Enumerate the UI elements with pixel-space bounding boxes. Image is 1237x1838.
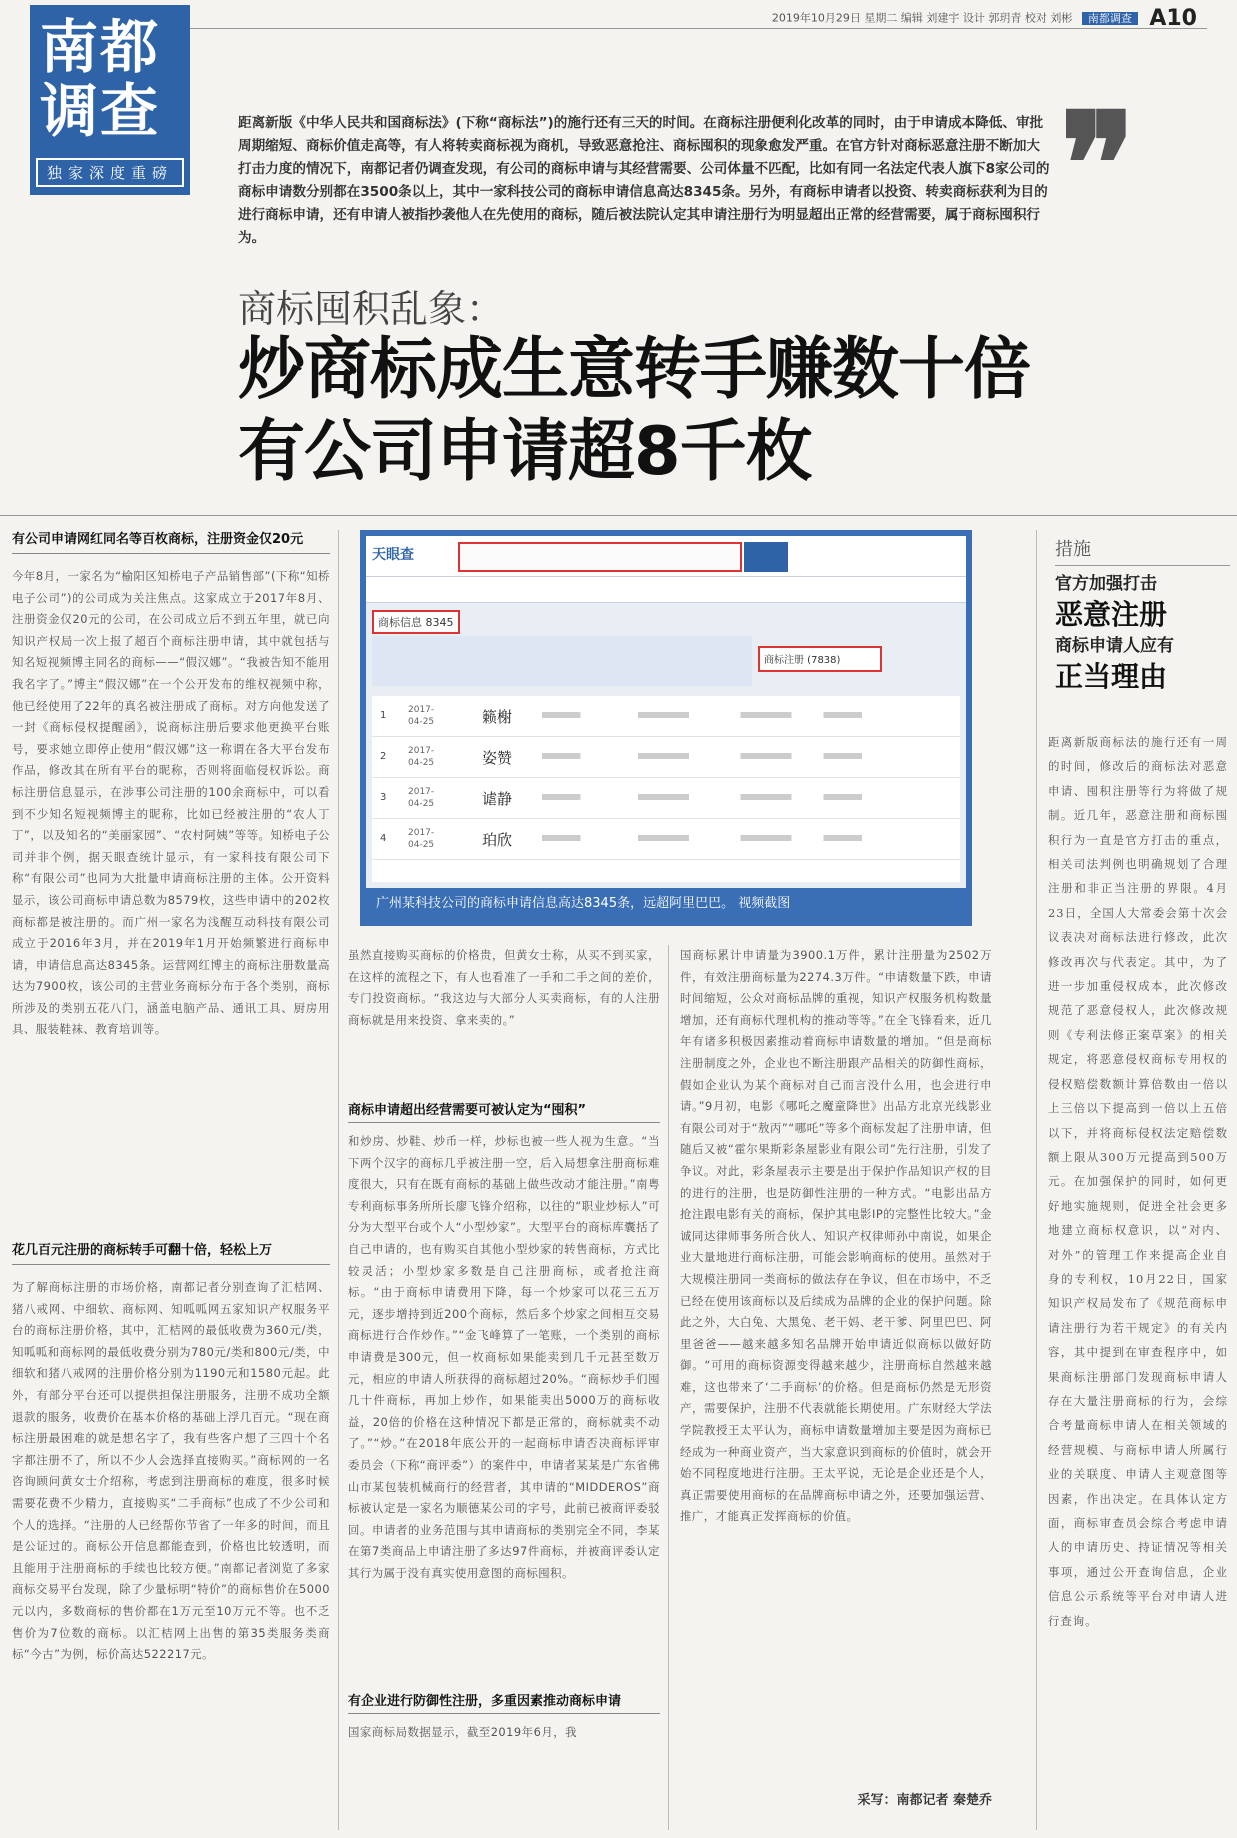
column-2-body-2: 和炒房、炒鞋、炒币一样，炒标也被一些人视为生意。“当下两个汉字的商标几乎被注册一空，后入局想拿注册商标难度很大，只有在既有商标的基础上做些改动才能注册。”南粤专利商标事务所所长廖飞锋介绍称，以往的“职业炒标人”可分为大型平台或个人“小型炒家”。大型平台的商标库囊括了自己申请的，也有购买自其他小型炒家的转售商标，方式比较灵活；小型炒家多数是自己注册商标，或者抢注商标。“由于商标申请费用下降，每一个炒家可以花三五万元，逐步增持到近200个商标，然后多个炒家之间相互交易商标进行合作炒作。”“金飞峰算了一笔账，一个类别的商标申请费是300元，但一枚商标如果能卖到几千元甚至数万元，相应的申请人所获得的商标超过20%。“商标炒手们囤几十件商标，再加上炒作，如果能卖出5000万的商标收益，20倍的价格在这种情况下都是正常的，商标就卖不动了。”“炒。”在2018年底公开的一起商标申请否决商标评审委员会（下称“商评委”）的案件中，申请者某某是广东省佛山市某包装机械商行的经营者，其申请的“MIDDEROS”商标被认定是一家名为顺德某公司的字号，此前已被商评委驳回。申请者的业务范围与其申请商标的类别完全不同，李某在第7类商品上申请注册了多达97件商标，并被商评委认定其行为属于没有真实使用意图的商标囤积。 xyxy=(348,1134,660,1580)
column-2 xyxy=(348,945,660,1746)
column-1-body: 今年8月，一家名为“榆阳区知桥电子产品销售部”(下称“知桥电子公司”)的公司成为关注焦点。这家成立于2017年8月、注册资金仅20元的公司，在公司成立后不到五年里，就已向知识产权局一次上报了超百个商标注册申请，其中就包括与知名短视频博主同名的商标——“假汉娜”。“我被告知不能用我名字了。”博主“假汉娜”在一个公开发布的维权视频中称，他已经使用了22年的真名被注册成了商标。对方向他发送了一封《商标侵权提醒函》，说商标注册后要求他更换平台账号，要求她立即停止使用“假汉娜”这一称谓在各大平台发布作品，修改其在所有平台的昵称，否则将面临侵权诉讼。商标注册信息显示，在涉事公司注册的100余商标中，可以看到不少知名短视频博主的昵称，比如已经被注册的“农人丁丁”，以及知名的“美丽家园”、“农村阿姨”等等。知桥电子公司并非个例，据天眼查统计显示，有一家科技有限公司下称“有限公司”也同为大批量申请商标注册的主体。公开资料显示，该公司商标申请总数为8579枚，这些申请中的202枚商标都是被注册的。而广州一家名为浅醒互动科技有限公司成立于2016年3月，并在2019年1月开始频繁进行商标申请，申请信息高达8345条。运营网红博主的商标注册数量高达为7900枚，该公司的主营业务商标分布于各个类别，商标所涉及的类别五花八门，涵盖电脑产品、通讯工具、厨房用具、服装鞋袜、教育培训等。 xyxy=(12,569,330,1037)
row-trademark-name: 谑静 xyxy=(482,790,513,808)
kicker: 商标囤积乱象： xyxy=(238,287,505,331)
row-details xyxy=(542,794,862,800)
column-1-title: 有公司申请网红同名等百枚商标，注册资金仅20元 xyxy=(12,530,330,554)
table-row xyxy=(372,778,960,819)
row-details xyxy=(542,712,862,718)
figure-topbar xyxy=(366,536,966,577)
figure-search-button xyxy=(744,542,788,572)
section-tag: 南都调查 xyxy=(1082,12,1138,25)
figure-count-label: 商标信息 8345 xyxy=(372,610,460,634)
row-number: 4 xyxy=(380,833,387,844)
figure-caption: 广州某科技公司的商标申请信息高达8345条，远超阿里巴巴。 视频截图 xyxy=(366,888,966,920)
date-line: 2019年10月29日 星期二 编辑 刘建宇 设计 郭玥青 校对 刘彬 xyxy=(771,11,1073,25)
sidebar-label: 措施 xyxy=(1055,535,1230,566)
quote-mark-icon: ❞ xyxy=(1060,83,1136,247)
headline xyxy=(238,328,1030,492)
page-number: A10 xyxy=(1149,6,1197,31)
figure-filter-label: 商标注册 (7838) xyxy=(764,655,841,666)
lead-paragraph: 距离新版《中华人民共和国商标法》(下称“商标法”)的施行还有三天的时间。在商标注册便利化改革的同时，由于申请成本降低、审批周期缩短、商标价值走高等，有人将转卖商标视为商机，导致恶意抢注、商标囤积的现象愈发严重。在官方针对商标恶意注册不断加大打击力度的情况下，南都记者仍调查发现，有公司的商标申请与其经营需要、公司体量不匹配，比如有同一名法定代表人旗下8家公司的商标申请数分别都在3500条以上，其中一家科技公司的商标申请信息高达8345条。另外，有商标申请者以投资、转卖商标获利为目的进行商标申请，还有申请人被指抄袭他人在先使用的商标，随后被法院认定其申请注册行为明显超出正常的经营需要，属于商标囤积行为。 xyxy=(238,115,1050,246)
headline-line-2: 有公司申请超8千枚 xyxy=(238,412,812,490)
sidebar-heading-2b: 正当理由 xyxy=(1055,660,1168,693)
figure-tabs xyxy=(366,577,966,603)
row-date: 2017-04-25 xyxy=(408,828,435,850)
figure-search-box xyxy=(458,542,742,572)
masthead xyxy=(30,5,190,195)
column-1b-title: 花几百元注册的商标转手可翻十倍，轻松上万 xyxy=(12,1241,330,1265)
masthead-title: 南都调查 xyxy=(40,13,161,145)
row-trademark-name: 姿赞 xyxy=(482,749,513,767)
column-divider xyxy=(668,945,669,1830)
row-details xyxy=(542,835,862,841)
row-date: 2017-04-25 xyxy=(408,746,435,768)
sidebar-body: 距离新版商标法的施行还有一周的时间，修改后的商标法对恶意申请、囤积注册等行为将做了规制。近几年，恶意注册和商标囤积行为一直是官方打击的重点，相关司法判例也明确规划了合理注册和非正当注册的界限。4月23日，全国人大常委会第十次会议表决对商标法进行修改，此次修改再次与代表定。其中，为了进一步加重侵权成本，此次修改规范了恶意侵权人，此次修改规则《专利法修正案草案》的相关规定，将恶意侵权商标专用权的侵权赔偿数额计算倍数由一倍以上三倍以下提高到一倍以上五倍以下，并将商标侵权法定赔偿数额上限从300万元提高到500万元。在加强保护的同时，如何更好地实施规则，促进全社会更多地建立商标权意识，以“对内、对外”的管理工作来提高企业自身的专利权，10月22日，国家知识产权局发布了《规范商标申请注册行为若干规定》的有关内容，其中提到在审查程序中，如果商标注册部门发现商标申请人存在大量注册商标的行为，会综合考量商标申请人在相关领域的经营规模、与商标申请人所属行业的关联度、申请人主观意图等因素，作出决定。在具体认定方面，商标审查员会综合考虑申请人的申请历史、持证情况等相关事项，通过公开查询信息，企业信息公示系统等平台对申请人进行查询。 xyxy=(1048,735,1228,1628)
row-date: 2017-04-25 xyxy=(408,787,435,809)
row-number: 3 xyxy=(380,792,387,803)
row-trademark-name: 珀欣 xyxy=(482,831,513,849)
row-trademark-name: 籁榭 xyxy=(482,708,513,726)
section-rule xyxy=(0,515,1237,516)
column-2-body-1: 虽然直接购买商标的价格贵，但黄女士称，从买不到买家，在这样的流程之下，有人也看准了一手和二手之间的差价，专门投资商标。“我这边与大部分人买卖商标，有的人注册商标就是用来投资、拿来卖的。” xyxy=(348,948,660,1027)
column-divider xyxy=(1036,530,1037,1830)
row-date: 2017-04-25 xyxy=(408,705,435,727)
sidebar-heading-1b: 商标申请人应有 xyxy=(1055,636,1174,656)
table-row xyxy=(372,737,960,778)
row-details xyxy=(542,753,862,759)
column-3 xyxy=(680,945,992,1808)
table-row xyxy=(372,696,960,737)
column-divider xyxy=(338,530,339,1830)
masthead-subtitle: 独家深度重磅 xyxy=(36,158,184,187)
figure-filter-panel xyxy=(372,636,752,686)
column-1b-body: 为了解商标注册的市场价格，南都记者分别查询了汇桔网、猪八戒网、中细软、商标网、知呱呱网五家知识产权服务平台的商标注册价格，其中，汇桔网的最低收费为360元/类，知呱呱和商标网的最低收费分别为780元/类和800元/类，中细软和猪八戒网的注册价格分别为1190元和1580元起。此外，有部分平台还可以提供担保注册服务，注册不成功全额退款的服务，收费价在基本价格的基础上浮几百元。“现在商标注册最困难的就是想名字了，我有些客户想了三四十个名字都注册不了，所以不少人会选择直接购买。”商标网的一名咨询顾问黄女士介绍称，考虑到注册商标的难度，很多时候需要花费不少精力，直接购买“二手商标”也成了不少公司和个人的选择。“注册的人已经帮你节省了一年多的时间，而且是公证过的。商标公开信息都能查到，价格也比较透明，而且能用于注册商标的手续也比较方便。”南都记者浏览了多家商标交易平台发现，除了少量标明“特价”的商标售价在5000元以内，多数商标的售价都在1万元至10万元不等。也不乏售价为7位数的商标。以汇桔网上出售的第35类服务类商标“今古”为例，标价高达522217元。 xyxy=(12,1280,330,1662)
figure-screenshot xyxy=(360,530,972,926)
figure-table xyxy=(372,696,960,882)
column-2-subhead-2: 有企业进行防御性注册，多重因素推动商标申请 xyxy=(348,1690,660,1714)
sidebar-heading xyxy=(1055,570,1235,694)
sidebar-heading-2a: 恶意注册 xyxy=(1055,598,1168,631)
row-number: 1 xyxy=(380,710,387,721)
column-1 xyxy=(12,530,330,1829)
table-row xyxy=(372,819,960,860)
row-number: 2 xyxy=(380,751,387,762)
headline-line-1: 炒商标成生意转手赚数十倍 xyxy=(238,330,1030,408)
column-2-subhead-1: 商标申请超出经营需要可被认定为“囤积” xyxy=(348,1099,660,1123)
sidebar-heading-1a: 官方加强打击 xyxy=(1055,574,1157,594)
column-3-body: 国商标累计申请量为3900.1万件，累计注册量为2502万件，有效注册商标量为2274.3万件。“申请数量下跌，申请时间缩短，公众对商标品牌的重视，知识产权服务机构数量增加，还有商标代理机构的推动等等。”在全飞锋看来，近几年有诸多积极因素推动着商标申请数量的增加。“但是商标注册制度之外，企业也不断注册跟产品相关的防御性商标，假如企业认为某个商标对自己而言没什么用，也会进行申请。”9月初，电影《哪吒之魔童降世》出品方北京光线影业有限公司对于“敖丙”“哪吒”等多个商标发起了注册申请，但随后又被“霍尔果斯彩条屋影业有限公司”先行注册，引发了争议。对此，彩条屋表示主要是出于保护作品知识产权的目的进行的注册，也是防御性注册的一种方式。“电影出品方抢注跟电影有关的商标，保护其电影IP的完整性比较大。”金诚同达律师事务所合伙人、知识产权律师孙中南说，如果企业大量地进行商标注册，可能会影响商标的使用。虽然对于大规模注册同一类商标的做法存在争议，但在市场中，不乏已经在使用该商标以及后续成为品牌的企业的保护问题。除此之外，大白兔、大黑兔、老干妈、老干爹、阿里巴巴、阿里爸爸——越来越多知名品牌开始申请近似商标以做好防御。“可用的商标资源变得越来越少，注册商标自然越来越难，这也带来了‘二手商标’的价格。但是商标仍然是无形资产，需要保护，注册不代表就能长期使用。广东财经大学法学院教授王太平认为，商标申请数量增加主要是因为商标已经成为一种商业资产，当大家意识到商标的价值时，就会开始不同程度地进行注册。王太平说，无论是企业还是个人，真正需要使用商标的在品牌商标申请之外，还要加强运营、推广，才能真正发挥商标的价值。 xyxy=(680,948,992,1524)
top-rule xyxy=(190,28,1207,29)
figure-filter-highlight xyxy=(758,646,882,672)
byline: 采写：南都记者 秦楚乔 xyxy=(857,1793,992,1808)
column-2-body-3: 国家商标局数据显示，截至2019年6月，我 xyxy=(348,1725,577,1739)
figure-logo: 天眼查 xyxy=(372,547,414,563)
